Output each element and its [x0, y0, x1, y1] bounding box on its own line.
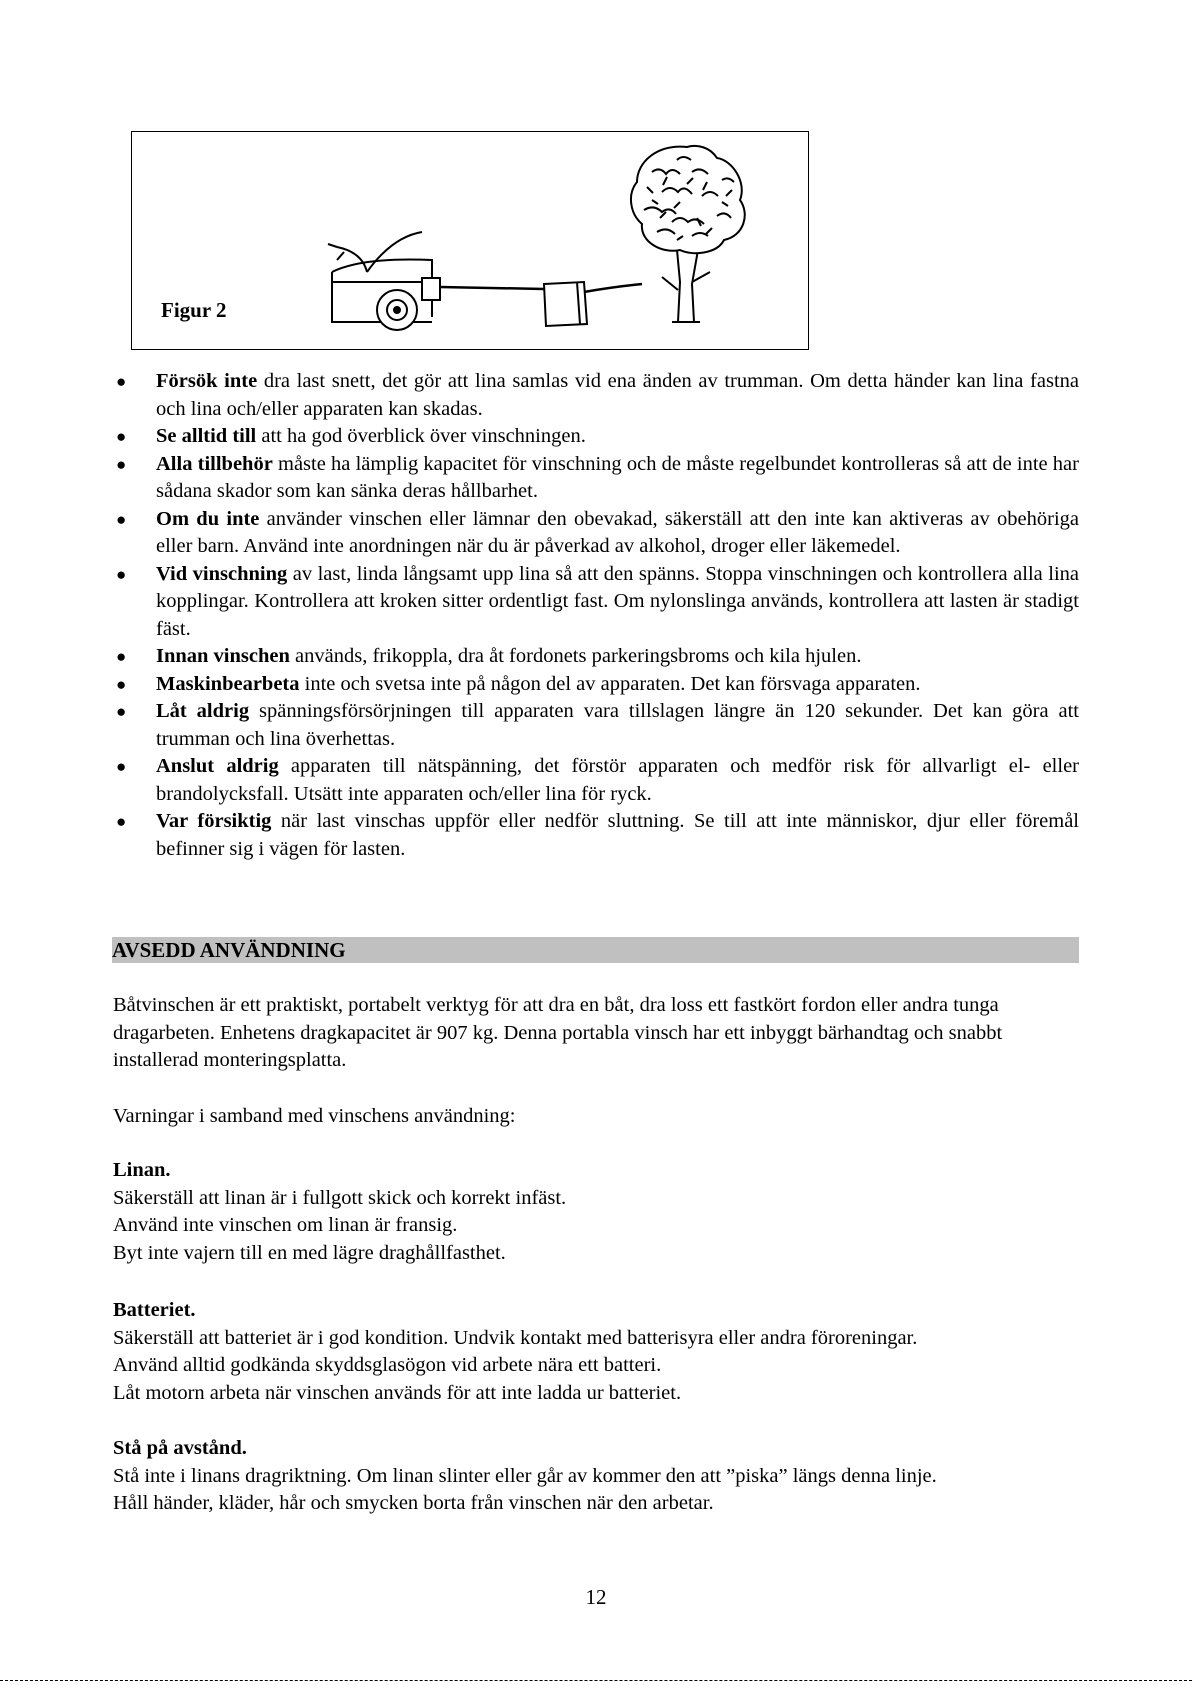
bullet-lead: Se alltid till — [156, 425, 257, 447]
subsection-batteriet — [113, 1297, 1073, 1407]
bullet-lead: Alla tillbehör — [156, 452, 273, 475]
bullet-lead: Innan vinschen — [156, 645, 290, 667]
subsection-sta-pa-avstand — [113, 1435, 1033, 1518]
bullet-text: använder vinschen eller lämnar den obevakad, säkerställ att den inte kan aktiveras av obehöriga eller barn. Använd inte anordningen när du är påverkad av alkohol, droger eller läkemedel. — [156, 507, 1079, 557]
bullet-text: används, frikoppla, dra åt fordonets parkeringsbroms och kila hjulen. — [289, 645, 862, 667]
bullet-item — [112, 671, 1079, 699]
bullet-lead: Om du inte — [156, 507, 260, 530]
warnings-intro-text: Varningar i samband med vinschens användning: — [113, 1105, 516, 1127]
subsection-title: Batteriet. — [113, 1299, 196, 1321]
subsection-line: Använd inte vinschen om linan är fransig. — [113, 1214, 458, 1236]
bullet-icon: ● — [116, 427, 127, 446]
subsection-line: Håll händer, kläder, hår och smycken borta från vinschen när den arbetar. — [113, 1492, 714, 1514]
intro-text: Båtvinschen är ett praktiskt, portabelt verktyg för att dra en båt, dra loss ett fastkört fordon eller andra tunga dragarbeten. Enhetens dragkapacitet är 907 kg. Denna portabla vinsch har ett inbyggt bärhandtag och snabbt installerad monteringsplatta. — [113, 994, 1003, 1071]
bullet-text: dra last snett, det gör att lina samlas vid ena änden av trumman. Om detta händer kan lina fastna och lina och/eller apparaten kan skadas. — [156, 370, 1079, 420]
bullet-lead: Låt aldrig — [156, 700, 250, 722]
tree-illustration — [631, 146, 745, 322]
bullet-text: måste ha lämplig kapacitet för vinschning och de måste regelbundet kontrolleras så att de inte har sådana skador som kan sänka deras hållbarhet. — [156, 452, 1079, 502]
bullet-item — [112, 423, 1079, 451]
bullet-item — [112, 698, 1079, 753]
section-heading: AVSEDD ANVÄNDNING — [112, 937, 1079, 963]
bullet-text: spänningsförsörjningen till apparaten vara tillslagen längre än 120 sekunder. Det kan göra att trumman och lina överhettas. — [156, 700, 1079, 750]
car-illustration — [328, 232, 440, 330]
bullet-lead: Maskinbearbeta — [156, 672, 300, 695]
subsection-title: Stå på avstånd. — [113, 1437, 247, 1459]
bullet-text: när last vinschas uppför eller nedför sluttning. Se till att inte människor, djur eller föremål befinner sig i vägen för lasten. — [156, 810, 1079, 860]
bullet-item — [112, 808, 1079, 863]
bullet-lead: Var försiktig — [156, 810, 272, 832]
bullet-lead: Anslut aldrig — [156, 755, 279, 777]
figure-label: Figur 2 — [161, 298, 227, 322]
bullet-icon: ● — [116, 757, 127, 776]
bullet-icon: ● — [116, 372, 127, 391]
warnings-intro — [113, 1103, 1073, 1131]
subsection-title: Linan. — [113, 1159, 171, 1181]
subsection-line: Byt inte vajern till en med lägre draghållfasthet. — [113, 1241, 506, 1264]
bullet-text: inte och svetsa inte på någon del av apparaten. Det kan försvaga apparaten. — [299, 672, 921, 695]
subsection-linan — [113, 1157, 1073, 1267]
bullet-icon: ● — [116, 812, 127, 831]
subsection-line: Säkerställ att linan är i fullgott skick och korrekt infäst. — [113, 1186, 567, 1209]
subsection-line: Säkerställ att batteriet är i god kondition. Undvik kontakt med batterisyra eller andra föroreningar. — [113, 1326, 918, 1349]
bullet-item — [112, 506, 1079, 561]
subsection-line: Låt motorn arbeta när vinschen används för att inte ladda ur batteriet. — [113, 1381, 682, 1404]
page-edge-divider — [0, 1680, 1192, 1681]
bullet-icon: ● — [116, 647, 127, 666]
subsection-line: Använd alltid godkända skyddsglasögon vid arbete nära ett batteri. — [113, 1354, 662, 1376]
intro-paragraph — [113, 992, 1073, 1075]
bullet-text: att ha god överblick över vinschningen. — [256, 425, 586, 447]
winch-illustration — [132, 132, 810, 351]
subsection-line: Stå inte i linans dragriktning. Om linan slinter eller går av kommer den att ”piska” längs denna linje. — [113, 1464, 937, 1487]
bullet-item — [112, 368, 1079, 423]
bullet-lead: Vid vinschning — [156, 562, 288, 585]
bullet-item — [112, 561, 1079, 644]
bullet-text: apparaten till nätspänning, det förstör apparaten och medför risk för allvarligt el- eller brandolycksfall. Utsätt inte apparaten och/eller lina för ryck. — [156, 755, 1080, 805]
winch-cable — [440, 284, 642, 292]
bullet-item — [112, 643, 1079, 671]
bullet-icon: ● — [116, 454, 127, 474]
bullet-icon: ● — [116, 674, 127, 694]
bullet-item — [112, 451, 1079, 506]
bullet-icon: ● — [116, 564, 127, 584]
anchor-strap — [544, 282, 587, 326]
bullet-icon: ● — [116, 509, 127, 529]
safety-bullet-list — [112, 368, 1079, 863]
page-number: 12 — [585, 1585, 607, 1609]
bullet-icon: ● — [116, 702, 127, 721]
figure-2 — [131, 131, 809, 350]
bullet-lead: Försök inte — [156, 370, 258, 392]
bullet-text: av last, linda långsamt upp lina så att den spänns. Stoppa vinschningen och kontrollera alla lina kopplingar. Kontrollera att kroken sitter ordentligt fast. Om nylonslinga används, kontrollera att lasten är stadigt fäst. — [156, 562, 1079, 640]
bullet-item — [112, 753, 1079, 808]
